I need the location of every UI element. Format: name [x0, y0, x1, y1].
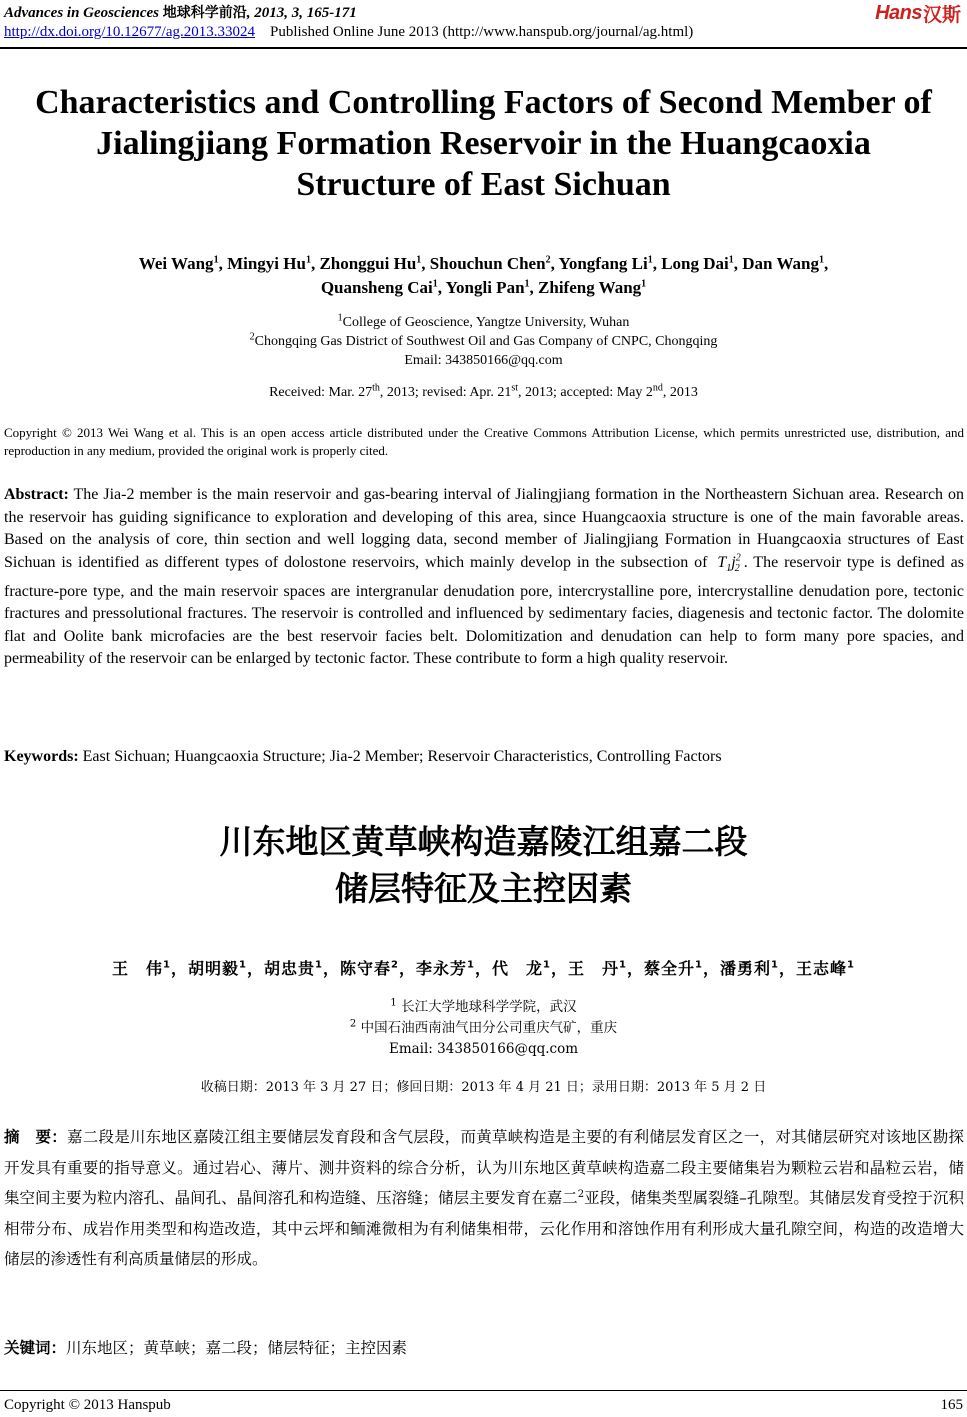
title-en-line: Characteristics and Controlling Factors of Second Member of [35, 84, 932, 121]
logo-cn: 汉斯 [922, 4, 961, 26]
affiliation-cn: $^2$ 中国石油西南油气田分公司重庆气矿，重庆 [349, 1018, 618, 1036]
abstract-text-cont: . The reservoir type is defined as fracture-pore type, and the main reservoir spaces are intergranular denudation pore, intercrystalline pore, intercrystalline denudation pore, tectonic fractures and pressolutional fractures. The reservoir is controlled and influenced by sedimentary facies, diagenesis and tectonic factor. The dolomite flat and Oolite bank microfacies are the best reservoir facies belt. Dolomitization and denudation can help to form many pore spacies, and permeability of the reservoir can be enlarged by tectonic factor. These contribute to form a high quality reservoir. [4, 553, 965, 668]
author-cn: 代 龙$^1$ [492, 959, 551, 978]
email-cn: Email: 343850166@qq.com [388, 1041, 579, 1057]
keywords-label: Keywords: [4, 748, 79, 765]
keywords-en [4, 748, 964, 766]
authors-cn: 王 伟$^1$，胡明毅$^1$，胡忠贵$^1$，陈守春$^2$，李永芳$^1$，代 龙$^1$，王 丹$^1$，蔡全升$^1$，潘勇利$^1$，王志峰$^1$ [112, 959, 855, 978]
received-dates-cn: 收稿日期：2013 年 3 月 27 日；修回日期：2013 年 4 月 21 日；录用日期：2013 年 5 月 2 日 [200, 1080, 767, 1095]
hanspub-logo [875, 0, 961, 27]
author-cn: 王 伟$^1$ [112, 959, 171, 978]
abstract-text: The Jia-2 member is the main reservoir and gas-bearing interval of Jialingjiang formation in the Northeastern Sichuan area. Research on the reservoir has guiding significance to exploration and developing of this area, since Huangcaoxia structure is one of the main favorable areas. Based on the analysis of core, thin section and well logging data, second member of Jialingjiang Formation in Huangcaoxia structures of East Sichuan is identified as different types of dolostone reservoirs, which mainly develop in the subsection of [4, 486, 964, 571]
header-rule [0, 47, 967, 49]
keywords-text: East Sichuan; Huangcaoxia Structure; Jia-2 Member; Reservoir Characteristics, Controlling Factors [78, 748, 722, 765]
published-info: Published Online June 2013 (http://www.hanspub.org/journal/ag.html) [269, 24, 694, 40]
author: Zhifeng Wang$^1$ [538, 278, 647, 297]
author-cn: 李永芳$^1$ [416, 959, 475, 978]
keywords-cn-text: 川东地区；黄草峡；嘉二段；储层特征；主控因素 [66, 1339, 408, 1357]
author-cn: 潘勇利$^1$ [720, 959, 779, 978]
doi-link[interactable]: http://dx.doi.org/10.12677/ag.2013.33024 [4, 24, 255, 40]
abstract-cn: 摘 要：嘉二段是川东地区嘉陵江组主要储层发育段和含气层段，而黄草峡构造是主要的有利储层发育区之一，对其储层研究对该地区勘探开发具有重要的指导意义。通过岩心、薄片、测井资料的综合分析，认为川东地区黄草峡构造嘉二段主要储集岩为颗粒云岩和晶粒云岩，储集空间主要为粒内溶孔、晶间孔、晶间溶孔和构造缝、压溶缝；储层主要发育在嘉二$^2$亚段，储集类型属裂缝–孔隙型。其储层发育受控于沉积相带分布、成岩作用类型和构造改造，其中云坪和鲕滩微相为有利储集相带，云化作用和溶蚀作用有利形成大量孔隙空间，构造的改造增大储层的渗透性有利高质量储层的形成。 [4, 1128, 964, 1268]
formula: $T_1j^2_2$ [717, 552, 741, 574]
received-dates-en: Received: Mar. 27th, 2013; revised: Apr. 21st, 2013; accepted: May 2nd, 2013 [269, 382, 698, 400]
keywords-cn [4, 1336, 964, 1358]
abstract-cn-text: 嘉二段是川东地区嘉陵江组主要储层发育段和含气层段，而黄草峡构造是主要的有利储层发育区之一，对其储层研究对该地区勘探开发具有重要的指导意义。通过岩心、薄片、测井资料的综合分析，认为川东地区黄草峡构造嘉二段主要储集岩为颗粒云岩和晶粒云岩，储集空间主要为粒内溶孔、晶间孔、晶间溶孔和构造缝、压溶缝；储层主要发育在嘉二 [4, 1128, 964, 1207]
affiliation-cn: $^1$ 长江大学地球科学学院，武汉 [390, 997, 577, 1015]
author-cn: 王 丹$^1$ [568, 959, 627, 978]
logo-latin: Hans [875, 2, 922, 24]
affiliation: $^1$College of Geoscience, Yangtze University, Wuhan [337, 312, 630, 330]
volume-info: , 2013, 3, 165-171 [246, 5, 357, 21]
abstract-en [4, 484, 964, 671]
affiliations-en [0, 313, 967, 370]
author-cn: 王志峰$^1$ [796, 959, 855, 978]
title-cn-line: 川东地区黄草峡构造嘉陵江组嘉二段 [219, 822, 748, 861]
author-cn: 陈守春$^2$ [340, 959, 399, 978]
author: Shouchun Chen$^2$ [429, 254, 551, 273]
abstract-label: Abstract: [4, 486, 69, 503]
author-cn: 胡忠贵$^1$ [264, 959, 323, 978]
title-cn [0, 818, 967, 912]
footer-copyright: Copyright © 2013 Hanspub [4, 1397, 171, 1413]
author: Mingyi Hu$^1$ [227, 254, 311, 273]
author: Wei Wang$^1$ [138, 254, 219, 273]
journal-name-en: Advances in Geosciences [4, 5, 159, 21]
author: Quansheng Cai$^1$ [320, 278, 438, 297]
affiliation: $^2$Chongqing Gas District of Southwest Oil and Gas Company of CNPC, Chongqing [249, 331, 718, 349]
page-number: 165 [940, 1397, 963, 1413]
author: Yongfang Li$^1$ [558, 254, 653, 273]
authors-en: Wei Wang$^1$, Mingyi Hu$^1$, Zhonggui Hu$^1$, Shouchun Chen$^2$, Yongfang Li$^1$, Long Dai$^1$, Dan Wang$^1$, Quansheng Cai$^1$, Yongli Pan$^1$, Zhifeng Wang$^1$ [138, 254, 829, 297]
doi-line [4, 24, 693, 41]
affiliations-cn [0, 997, 967, 1060]
author: Yongli Pan$^1$ [445, 278, 530, 297]
journal-header [4, 2, 357, 22]
author: Dan Wang$^1$ [742, 254, 824, 273]
author: Zhonggui Hu$^1$ [319, 254, 422, 273]
abstract-cn-label: 摘 要： [4, 1128, 67, 1146]
title-en-line: Jialingjiang Formation Reservoir in the Huangcaoxia [96, 125, 871, 162]
title-en [0, 82, 967, 205]
title-cn-line: 储层特征及主控因素 [335, 869, 632, 908]
title-en-line: Structure of East Sichuan [296, 166, 671, 203]
author-cn: 蔡全升$^1$ [644, 959, 703, 978]
copyright-notice: Copyright © 2013 Wei Wang et al. This is an open access article distributed under the Creative Commons Attribution License, which permits unrestricted use, distribution, and reproduction in any medium, provided the original work is properly cited. [4, 425, 964, 458]
author-cn: 胡明毅$^1$ [188, 959, 247, 978]
journal-name-cn: 地球科学前沿 [162, 5, 247, 21]
abstract-cn-text-cont: 亚段，储集类型属裂缝–孔隙型。其储层发育受控于沉积相带分布、成岩作用类型和构造改造，其中云坪和鲕滩微相为有利储集相带，云化作用和溶蚀作用有利形成大量孔隙空间，构造的改造增大储层的渗透性有利高质量储层的形成。 [4, 1189, 964, 1268]
keywords-cn-label: 关键词： [4, 1339, 67, 1357]
footer-rule [0, 1390, 967, 1391]
author: Long Dai$^1$ [661, 254, 734, 273]
email: Email: 343850166@qq.com [404, 353, 563, 368]
